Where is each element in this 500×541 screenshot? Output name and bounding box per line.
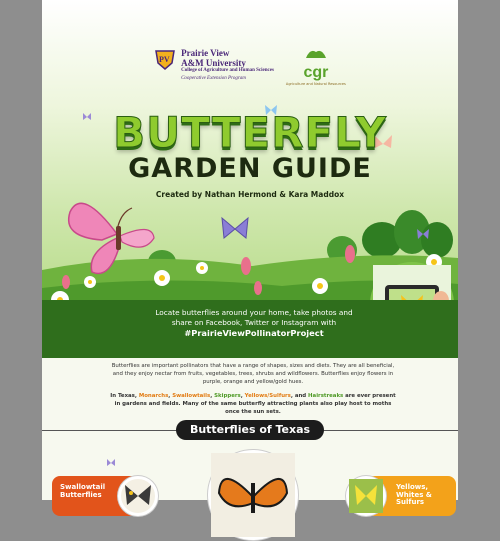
- skippers-label: Skippers: [214, 393, 241, 399]
- cgr-logo: [286, 45, 346, 86]
- credit-line: Created by Nathan Hermond & Kara Maddox: [155, 190, 345, 199]
- small-butterfly-icon: [416, 228, 430, 240]
- monarchs-label: Monarchs: [138, 393, 169, 399]
- sulfurs-label: Yellows/Sulfurs: [244, 393, 291, 399]
- prairie-view-logo: [154, 49, 274, 81]
- title-butterfly: BUTTERFLY: [113, 108, 387, 157]
- small-butterfly-icon: [106, 458, 116, 468]
- leaf-icon: [304, 48, 328, 60]
- title-garden-guide: GARDEN GUIDE: [128, 153, 372, 184]
- purple-butterfly-icon: [220, 216, 250, 242]
- section-title: Butterflies of Texas: [176, 420, 324, 440]
- university-sub: A&M University: [181, 57, 246, 68]
- share-message: Locate butterflies around your home, take photos and share on Facebook, Twitter or Instagram with: [155, 308, 353, 327]
- monarch-butterfly-icon: [211, 453, 295, 537]
- swallowtail-butterfly-icon: [121, 479, 155, 513]
- pv-shield-icon: [154, 49, 176, 71]
- swallowtail-card: Swallowtail Butterflies: [52, 476, 140, 516]
- university-name: Prairie View: [181, 48, 230, 59]
- hashtag: #PrairieViewPollinatorProject: [184, 327, 324, 338]
- cgr-subtitle: Agriculture and Natural Resources: [285, 82, 346, 86]
- texas-paragraph: In Texas, Monarchs, Swallowtails, Skippers, Yellows/Sulfurs, and Hairstreaks are ever present in gardens and fields. Many of the same butterfly attracting plants also play host to moths once the sun sets.: [110, 393, 396, 415]
- program-name: Cooperative Extension Program: [181, 76, 246, 82]
- monarch-thumb: [208, 450, 298, 540]
- sulfur-thumb: [346, 476, 386, 516]
- infographic-page: [42, 0, 458, 507]
- header-logos: [42, 45, 458, 86]
- svg-text:PV: PV: [159, 55, 170, 65]
- swallowtail-thumb: [118, 476, 158, 516]
- hairstreaks-label: Hairstreaks: [308, 393, 344, 399]
- share-banner-text: [154, 308, 354, 339]
- sulfur-butterfly-icon: [349, 479, 383, 513]
- intro-paragraph: Butterflies are important pollinators that have a range of shapes, sizes and diets. They are all beneficial, and they enjoy nectar from fruits, vegetables, trees, shrubs and wildflowers. Butterflies enjoy flowers in purple, orange and yellow/gold hues.: [111, 363, 395, 385]
- swallowtails-label: Swallowtails: [172, 393, 211, 399]
- sulfurs-card: Yellows, Whites & Sulfurs: [356, 476, 456, 516]
- college-name: College of Agriculture and Human Sciences: [181, 68, 274, 74]
- cgr-wordmark: cgr: [303, 64, 329, 81]
- pink-butterfly-icon: [62, 192, 162, 282]
